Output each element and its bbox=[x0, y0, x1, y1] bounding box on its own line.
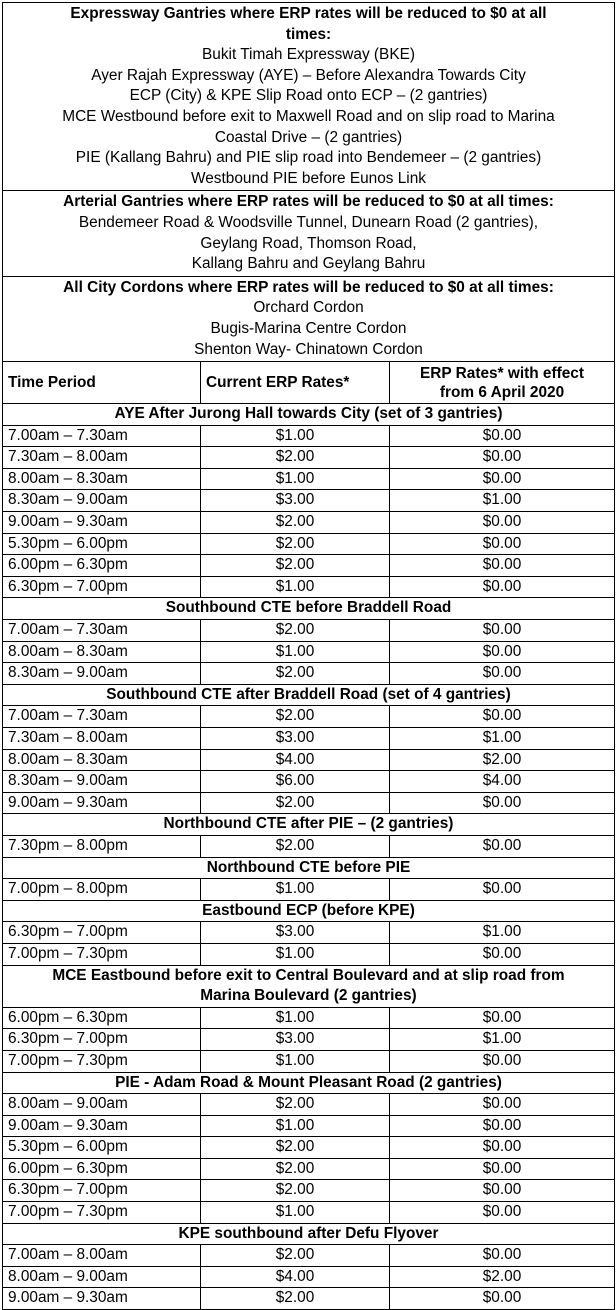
notice-line: MCE Westbound before exit to Maxwell Road and on slip road to Marina bbox=[62, 107, 555, 125]
table-row bbox=[3, 1180, 615, 1202]
erp-rates-document bbox=[2, 2, 614, 1310]
current-rate-cell: $1.00 bbox=[201, 1007, 390, 1029]
current-rate-cell: $2.00 bbox=[201, 620, 390, 642]
current-rate-cell: $2.00 bbox=[201, 447, 390, 469]
notice-line: PIE (Kallang Bahru) and PIE slip road into Bendemeer – (2 gantries) bbox=[75, 149, 542, 167]
new-rate-cell: $2.00 bbox=[390, 1266, 615, 1288]
new-rate-cell: $0.00 bbox=[390, 620, 615, 642]
new-rate-cell: $0.00 bbox=[390, 835, 615, 857]
time-period-cell: 7.30pm – 8.00pm bbox=[3, 835, 201, 857]
table-header-row bbox=[3, 362, 615, 404]
table-body bbox=[3, 3, 615, 1310]
new-rate-cell: $1.00 bbox=[390, 922, 615, 944]
new-rate-cell: $0.00 bbox=[390, 943, 615, 965]
new-rate-cell: $0.00 bbox=[390, 1137, 615, 1159]
time-period-cell: 8.30am – 9.00am bbox=[3, 490, 201, 512]
section-title-row bbox=[3, 684, 615, 706]
section-title-line: KPE southbound after Defu Flyover bbox=[178, 1224, 439, 1242]
new-rate-cell: $0.00 bbox=[390, 468, 615, 490]
current-rate-cell: $1.00 bbox=[201, 879, 390, 901]
current-rate-cell: $1.00 bbox=[201, 943, 390, 965]
notice-line: Westbound PIE before Eunos Link bbox=[190, 169, 426, 187]
time-period-cell: 7.30am – 8.00am bbox=[3, 728, 201, 750]
time-period-cell: 8.00am – 8.30am bbox=[3, 468, 201, 490]
table-row bbox=[3, 533, 615, 555]
table-row bbox=[3, 1245, 615, 1267]
table-row bbox=[3, 879, 615, 901]
section-title-line: Northbound CTE before PIE bbox=[206, 858, 411, 876]
time-period-cell: 8.00am – 8.30am bbox=[3, 641, 201, 663]
new-rate-cell: $1.00 bbox=[390, 490, 615, 512]
table-row bbox=[3, 512, 615, 534]
notice-line: Bendemeer Road & Woodsville Tunnel, Dunearn Road (2 gantries), bbox=[78, 213, 539, 231]
table-row bbox=[3, 576, 615, 598]
time-period-cell: 6.30pm – 7.00pm bbox=[3, 576, 201, 598]
notice-line: ECP (City) & KPE Slip Road onto ECP – (2 gantries) bbox=[129, 87, 488, 105]
current-rate-cell: $1.00 bbox=[201, 1115, 390, 1137]
new-rate-cell: $1.00 bbox=[390, 1029, 615, 1051]
table-row bbox=[3, 1288, 615, 1310]
time-period-cell: 5.30pm – 6.00pm bbox=[3, 533, 201, 555]
table-row bbox=[3, 663, 615, 685]
new-rate-cell: $0.00 bbox=[390, 512, 615, 534]
notice-line: Coastal Drive – (2 gantries) bbox=[214, 128, 403, 146]
time-period-cell: 9.00am – 9.30am bbox=[3, 792, 201, 814]
time-period-cell: 8.00am – 9.00am bbox=[3, 1094, 201, 1116]
time-period-cell: 9.00am – 9.30am bbox=[3, 1288, 201, 1310]
time-period-cell: 8.30am – 9.00am bbox=[3, 771, 201, 793]
new-rate-cell: $0.00 bbox=[390, 447, 615, 469]
time-period-cell: 6.30pm – 7.00pm bbox=[3, 922, 201, 944]
current-rate-cell: $1.00 bbox=[201, 576, 390, 598]
current-rate-cell: $3.00 bbox=[201, 728, 390, 750]
new-rate-cell: $0.00 bbox=[390, 792, 615, 814]
header-time-period: Time Period bbox=[3, 362, 201, 404]
notice-line: Ayer Rajah Expressway (AYE) – Before Alexandra Towards City bbox=[91, 66, 526, 84]
section-title bbox=[3, 965, 615, 1007]
current-rate-cell: $2.00 bbox=[201, 533, 390, 555]
section-title-line: PIE - Adam Road & Mount Pleasant Road (2 gantries) bbox=[115, 1073, 502, 1091]
table-row bbox=[3, 1094, 615, 1116]
current-rate-cell: $2.00 bbox=[201, 1180, 390, 1202]
notice-block bbox=[3, 3, 615, 191]
notice-line: Bugis-Marina Centre Cordon bbox=[210, 319, 407, 337]
section-title bbox=[3, 857, 615, 879]
current-rate-cell: $2.00 bbox=[201, 835, 390, 857]
new-rate-cell: $0.00 bbox=[390, 1180, 615, 1202]
current-rate-cell: $2.00 bbox=[201, 512, 390, 534]
time-period-cell: 6.30pm – 7.00pm bbox=[3, 1029, 201, 1051]
table-row bbox=[3, 447, 615, 469]
time-period-cell: 8.00am – 9.00am bbox=[3, 1266, 201, 1288]
section-title-row bbox=[3, 1223, 615, 1245]
table-row bbox=[3, 1202, 615, 1224]
current-rate-cell: $2.00 bbox=[201, 1245, 390, 1267]
new-rate-cell: $2.00 bbox=[390, 749, 615, 771]
notice-block bbox=[3, 191, 615, 276]
time-period-cell: 7.00pm – 7.30pm bbox=[3, 1050, 201, 1072]
current-rate-cell: $2.00 bbox=[201, 1288, 390, 1310]
notice-heading: All City Cordons where ERP rates will be reduced to $0 at all times: bbox=[63, 278, 554, 296]
header-new-rates-line: from 6 April 2020 bbox=[439, 383, 565, 401]
table-row bbox=[3, 620, 615, 642]
table-row bbox=[3, 1050, 615, 1072]
current-rate-cell: $2.00 bbox=[201, 1137, 390, 1159]
time-period-cell: 5.30pm – 6.00pm bbox=[3, 1137, 201, 1159]
table-row bbox=[3, 641, 615, 663]
section-title-line: AYE After Jurong Hall towards City (set of 3 gantries) bbox=[114, 405, 503, 423]
header-new-rates bbox=[390, 362, 615, 404]
new-rate-cell: $0.00 bbox=[390, 1202, 615, 1224]
current-rate-cell: $2.00 bbox=[201, 1158, 390, 1180]
time-period-cell: 9.00am – 9.30am bbox=[3, 1115, 201, 1137]
new-rate-cell: $0.00 bbox=[390, 555, 615, 577]
section-title-line: Marina Boulevard (2 gantries) bbox=[200, 987, 417, 1005]
new-rate-cell: $1.00 bbox=[390, 728, 615, 750]
section-title bbox=[3, 1072, 615, 1094]
current-rate-cell: $2.00 bbox=[201, 555, 390, 577]
section-title bbox=[3, 1223, 615, 1245]
time-period-cell: 8.00am – 8.30am bbox=[3, 749, 201, 771]
header-new-rates-line: ERP Rates* with effect bbox=[420, 364, 584, 382]
new-rate-cell: $0.00 bbox=[390, 706, 615, 728]
notice-cell bbox=[3, 191, 615, 276]
current-rate-cell: $3.00 bbox=[201, 922, 390, 944]
current-rate-cell: $2.00 bbox=[201, 663, 390, 685]
section-title bbox=[3, 900, 615, 922]
time-period-cell: 9.00am – 9.30am bbox=[3, 512, 201, 534]
current-rate-cell: $1.00 bbox=[201, 1050, 390, 1072]
new-rate-cell: $0.00 bbox=[390, 425, 615, 447]
current-rate-cell: $4.00 bbox=[201, 1266, 390, 1288]
new-rate-cell: $0.00 bbox=[390, 1115, 615, 1137]
table-row bbox=[3, 1266, 615, 1288]
new-rate-cell: $0.00 bbox=[390, 1094, 615, 1116]
table-row bbox=[3, 1158, 615, 1180]
section-title-line: Southbound CTE before Braddell Road bbox=[165, 599, 452, 617]
table-row bbox=[3, 1115, 615, 1137]
section-title-row bbox=[3, 404, 615, 426]
notice-line: Bukit Timah Expressway (BKE) bbox=[202, 46, 415, 64]
time-period-cell: 6.30pm – 7.00pm bbox=[3, 1180, 201, 1202]
new-rate-cell: $0.00 bbox=[390, 576, 615, 598]
time-period-cell: 8.30am – 9.00am bbox=[3, 663, 201, 685]
new-rate-cell: $0.00 bbox=[390, 641, 615, 663]
section-title-line: MCE Eastbound before exit to Central Boulevard and at slip road from bbox=[52, 966, 565, 984]
table-row bbox=[3, 922, 615, 944]
time-period-cell: 7.00pm – 8.00pm bbox=[3, 879, 201, 901]
time-period-cell: 7.00am – 7.30am bbox=[3, 620, 201, 642]
table-row bbox=[3, 792, 615, 814]
time-period-cell: 6.00pm – 6.30pm bbox=[3, 555, 201, 577]
notice-cell bbox=[3, 3, 615, 191]
current-rate-cell: $2.00 bbox=[201, 706, 390, 728]
notice-cell bbox=[3, 276, 615, 361]
time-period-cell: 7.00pm – 7.30pm bbox=[3, 1202, 201, 1224]
table-row bbox=[3, 425, 615, 447]
current-rate-cell: $2.00 bbox=[201, 792, 390, 814]
time-period-cell: 7.00am – 7.30am bbox=[3, 706, 201, 728]
time-period-cell: 7.00am – 7.30am bbox=[3, 425, 201, 447]
table-row bbox=[3, 555, 615, 577]
current-rate-cell: $1.00 bbox=[201, 468, 390, 490]
notice-line: Shenton Way- Chinatown Cordon bbox=[194, 340, 423, 358]
new-rate-cell: $4.00 bbox=[390, 771, 615, 793]
section-title bbox=[3, 404, 615, 426]
section-title bbox=[3, 684, 615, 706]
notice-line: Geylang Road, Thomson Road, bbox=[200, 234, 417, 252]
time-period-cell: 6.00pm – 6.30pm bbox=[3, 1158, 201, 1180]
notice-block bbox=[3, 276, 615, 361]
table-row bbox=[3, 706, 615, 728]
new-rate-cell: $0.00 bbox=[390, 879, 615, 901]
table-row bbox=[3, 728, 615, 750]
table-row bbox=[3, 1137, 615, 1159]
time-period-cell: 7.30am – 8.00am bbox=[3, 447, 201, 469]
new-rate-cell: $0.00 bbox=[390, 1158, 615, 1180]
new-rate-cell: $0.00 bbox=[390, 1245, 615, 1267]
table-row bbox=[3, 943, 615, 965]
section-title-line: Northbound CTE after PIE – (2 gantries) bbox=[163, 815, 454, 833]
table-row bbox=[3, 468, 615, 490]
notice-heading: Arterial Gantries where ERP rates will be reduced to $0 at all times: bbox=[63, 193, 554, 211]
section-title bbox=[3, 814, 615, 836]
notice-line: Orchard Cordon bbox=[253, 299, 364, 317]
current-rate-cell: $3.00 bbox=[201, 490, 390, 512]
current-rate-cell: $6.00 bbox=[201, 771, 390, 793]
new-rate-cell: $0.00 bbox=[390, 533, 615, 555]
table-row bbox=[3, 490, 615, 512]
section-title-row bbox=[3, 900, 615, 922]
notice-line: Kallang Bahru and Geylang Bahru bbox=[191, 255, 426, 273]
table-row bbox=[3, 1029, 615, 1051]
section-title-row bbox=[3, 1072, 615, 1094]
notice-heading: times: bbox=[285, 25, 332, 43]
new-rate-cell: $0.00 bbox=[390, 1288, 615, 1310]
section-title-row bbox=[3, 857, 615, 879]
erp-rates-table bbox=[2, 2, 615, 1310]
current-rate-cell: $1.00 bbox=[201, 641, 390, 663]
time-period-cell: 7.00am – 8.00am bbox=[3, 1245, 201, 1267]
time-period-cell: 7.00pm – 7.30pm bbox=[3, 943, 201, 965]
table-row bbox=[3, 749, 615, 771]
new-rate-cell: $0.00 bbox=[390, 1007, 615, 1029]
current-rate-cell: $1.00 bbox=[201, 425, 390, 447]
table-row bbox=[3, 835, 615, 857]
section-title bbox=[3, 598, 615, 620]
current-rate-cell: $4.00 bbox=[201, 749, 390, 771]
section-title-line: Southbound CTE after Braddell Road (set of 4 gantries) bbox=[106, 685, 511, 703]
current-rate-cell: $3.00 bbox=[201, 1029, 390, 1051]
section-title-row bbox=[3, 814, 615, 836]
time-period-cell: 6.00pm – 6.30pm bbox=[3, 1007, 201, 1029]
section-title-line: Eastbound ECP (before KPE) bbox=[202, 901, 415, 919]
notice-heading: Expressway Gantries where ERP rates will be reduced to $0 at all bbox=[70, 5, 547, 22]
table-row bbox=[3, 771, 615, 793]
current-rate-cell: $1.00 bbox=[201, 1202, 390, 1224]
section-title-row bbox=[3, 965, 615, 1007]
header-current-rates: Current ERP Rates* bbox=[201, 362, 390, 404]
section-title-row bbox=[3, 598, 615, 620]
table-row bbox=[3, 1007, 615, 1029]
new-rate-cell: $0.00 bbox=[390, 663, 615, 685]
new-rate-cell: $0.00 bbox=[390, 1050, 615, 1072]
current-rate-cell: $2.00 bbox=[201, 1094, 390, 1116]
